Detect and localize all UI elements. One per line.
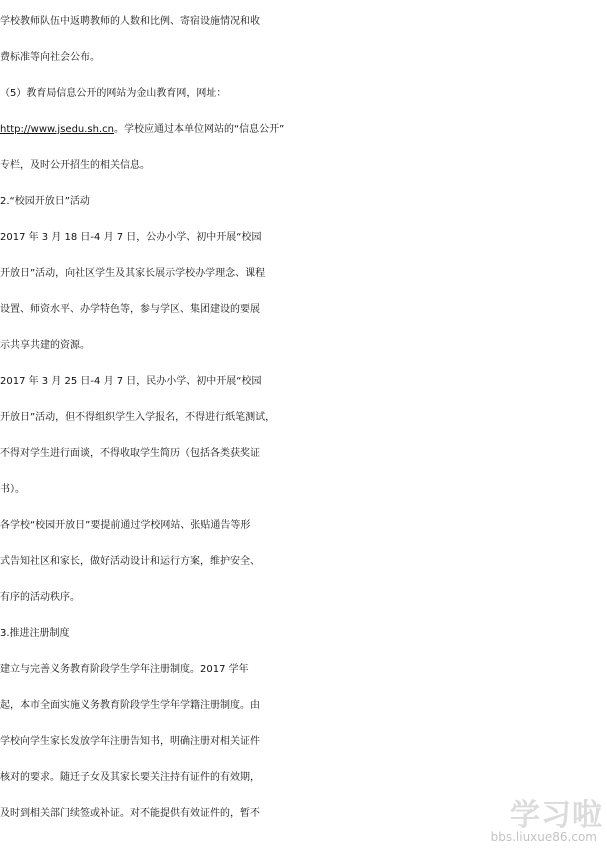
paragraph-line: 开放日”活动，向社区学生及其家长展示学校办学理念、课程 [0,268,266,279]
paragraph-line: 建立与完善义务教育阶段学生学年注册制度。2017 学年 [0,664,249,675]
paragraph-text: 。学校应通过本单位网站的“信息公开” [114,124,285,135]
section-heading: 2.“校园开放日”活动 [0,196,90,207]
watermark-url: bbs.liuxue86.com [490,830,597,844]
watermark-logo: 学习啦 [510,798,603,833]
paragraph-line: 有序的活动秩序。 [0,592,80,603]
paragraph-line: 2017 年 3 月 18 日-4 月 7 日，公办小学、初中开展“校园 [0,232,262,243]
paragraph-line: 示共享共建的资源。 [0,340,90,351]
website-link[interactable]: http://www.jsedu.sh.cn [0,124,114,135]
paragraph-line: （5）教育局信息公开的网站为金山教育网，网址： [0,88,227,99]
paragraph-line: 2017 年 3 月 25 日-4 月 7 日，民办小学、初中开展“校园 [0,376,262,387]
paragraph-line: 学校向学生家长发放学年注册告知书，明确注册对相关证件 [0,736,260,747]
paragraph-line: 式告知社区和家长，做好活动设计和运行方案，维护安全、 [0,556,260,567]
section-heading: 3.推进注册制度 [0,628,70,639]
paragraph-line: 核对的要求。随迁子女及其家长要关注持有证件的有效期， [0,772,260,783]
paragraph-line: 书）。 [0,484,25,495]
paragraph-line: 学校教师队伍中返聘教师的人数和比例、寄宿设施情况和收 [0,16,260,27]
paragraph-line: 起，本市全面实施义务教育阶段学生学年学籍注册制度。由 [0,700,260,711]
paragraph-line: 费标准等向社会公布。 [0,52,100,63]
paragraph-line [0,112,607,148]
paragraph-line: 各学校“校园开放日”要提前通过学校网站、张贴通告等形 [0,520,251,531]
paragraph-line: 设置、师资水平、办学特色等，参与学区、集团建设的要展 [0,304,260,315]
paragraph-line: 专栏，及时公开招生的相关信息。 [0,160,150,171]
paragraph-line: 及时到相关部门续签或补证。对不能提供有效证件的，暂不 [0,808,260,819]
paragraph-line: 不得对学生进行面谈，不得收取学生简历（包括各类获奖证 [0,448,260,459]
paragraph-line: 开放日”活动，但不得组织学生入学报名，不得进行纸笔测试， [0,412,276,423]
